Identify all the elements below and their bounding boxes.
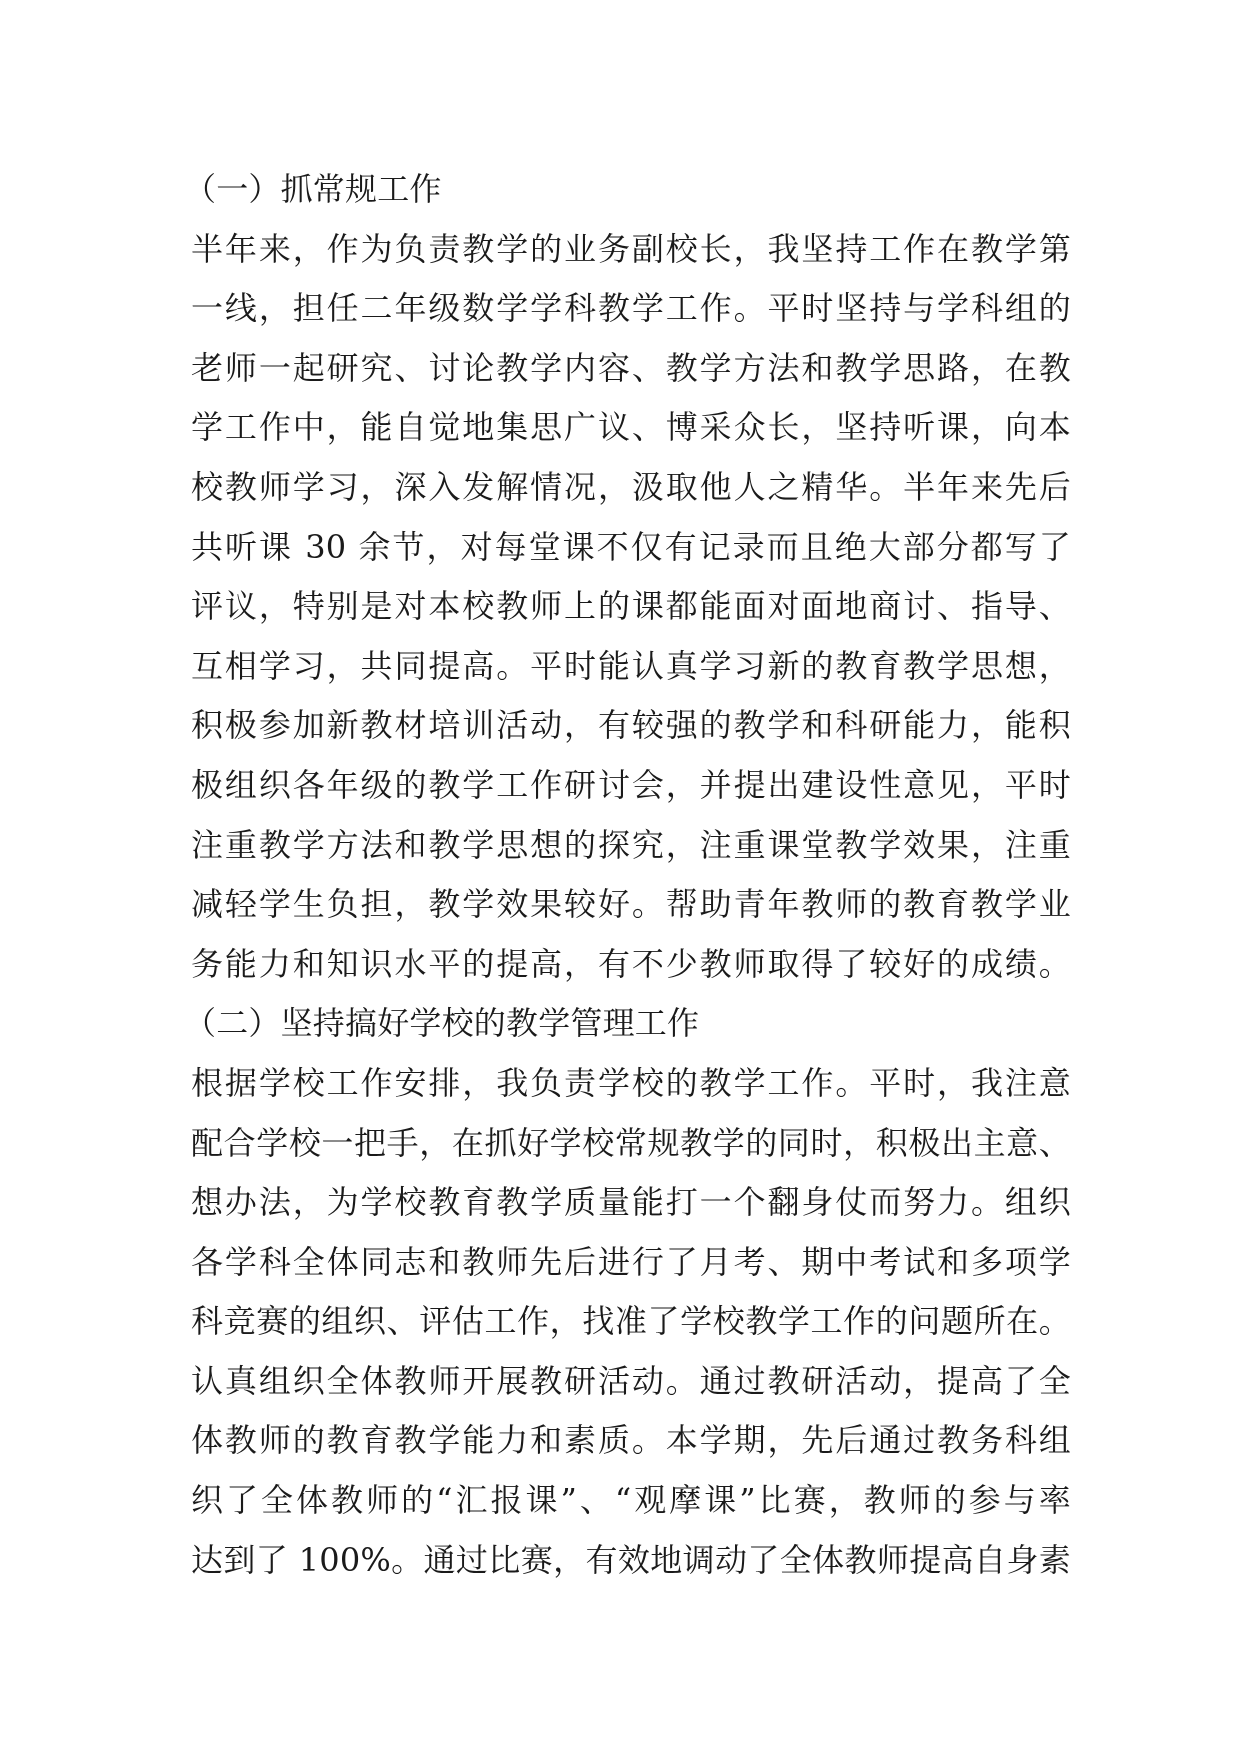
paragraph-line: 一线，担任二年级数学学科教学工作。平时坚持与学科组的 bbox=[191, 289, 1071, 328]
paragraph-line: 学工作中，能自觉地集思广议、博采众长，坚持听课，向本 bbox=[191, 408, 1071, 447]
paragraph-line: 根据学校工作安排，我负责学校的教学工作。平时，我注意 bbox=[191, 1063, 1071, 1102]
paragraph-line: 想办法，为学校教育教学质量能打一个翻身仗而努力。组织 bbox=[191, 1183, 1071, 1222]
paragraph-line: 达到了 100%。通过比赛，有效地调动了全体教师提高自身素 bbox=[191, 1540, 1071, 1579]
paragraph-line: 注重教学方法和教学思想的探究，注重课堂教学效果，注重 bbox=[191, 825, 1071, 864]
paragraph-line: 务能力和知识水平的提高，有不少教师取得了较好的成绩。 bbox=[191, 944, 1071, 983]
paragraph-line: 减轻学生负担，教学效果较好。帮助青年教师的教育教学业 bbox=[191, 885, 1071, 924]
paragraph-line: 评议，特别是对本校教师上的课都能面对面地商讨、指导、 bbox=[191, 587, 1071, 626]
paragraph-line: 织了全体教师的“汇报课”、“观摩课”比赛，教师的参与率 bbox=[191, 1481, 1071, 1520]
paragraph-line: 共听课 30 余节，对每堂课不仅有记录而且绝大部分都写了 bbox=[191, 527, 1071, 566]
paragraph-line: 体教师的教育教学能力和素质。本学期，先后通过教务科组 bbox=[191, 1421, 1071, 1460]
section-heading-1: （一）抓常规工作 bbox=[184, 170, 442, 208]
paragraph-line: 校教师学习，深入发解情况，汲取他人之精华。半年来先后 bbox=[191, 467, 1071, 506]
paragraph-line: 科竞赛的组织、评估工作，找准了学校教学工作的问题所在。 bbox=[191, 1302, 1071, 1341]
paragraph-line: 半年来，作为负责教学的业务副校长，我坚持工作在教学第 bbox=[191, 229, 1071, 268]
paragraph-line: 各学科全体同志和教师先后进行了月考、期中考试和多项学 bbox=[191, 1242, 1071, 1281]
section-heading-2: （二）坚持搞好学校的教学管理工作 bbox=[184, 1004, 700, 1043]
paragraph-line: 老师一起研究、讨论教学内容、教学方法和教学思路，在教 bbox=[191, 348, 1071, 387]
paragraph-line: 配合学校一把手，在抓好学校常规教学的同时，积极出主意、 bbox=[191, 1123, 1071, 1162]
document-body bbox=[184, 160, 1071, 1590]
paragraph-line: 极组织各年级的教学工作研讨会，并提出建设性意见，平时 bbox=[191, 765, 1071, 804]
paragraph-line: 认真组织全体教师开展教研活动。通过教研活动，提高了全 bbox=[191, 1361, 1071, 1400]
paragraph-line: 互相学习，共同提高。平时能认真学习新的教育教学思想， bbox=[191, 646, 1071, 685]
paragraph-line: 积极参加新教材培训活动，有较强的教学和科研能力，能积 bbox=[191, 706, 1071, 745]
